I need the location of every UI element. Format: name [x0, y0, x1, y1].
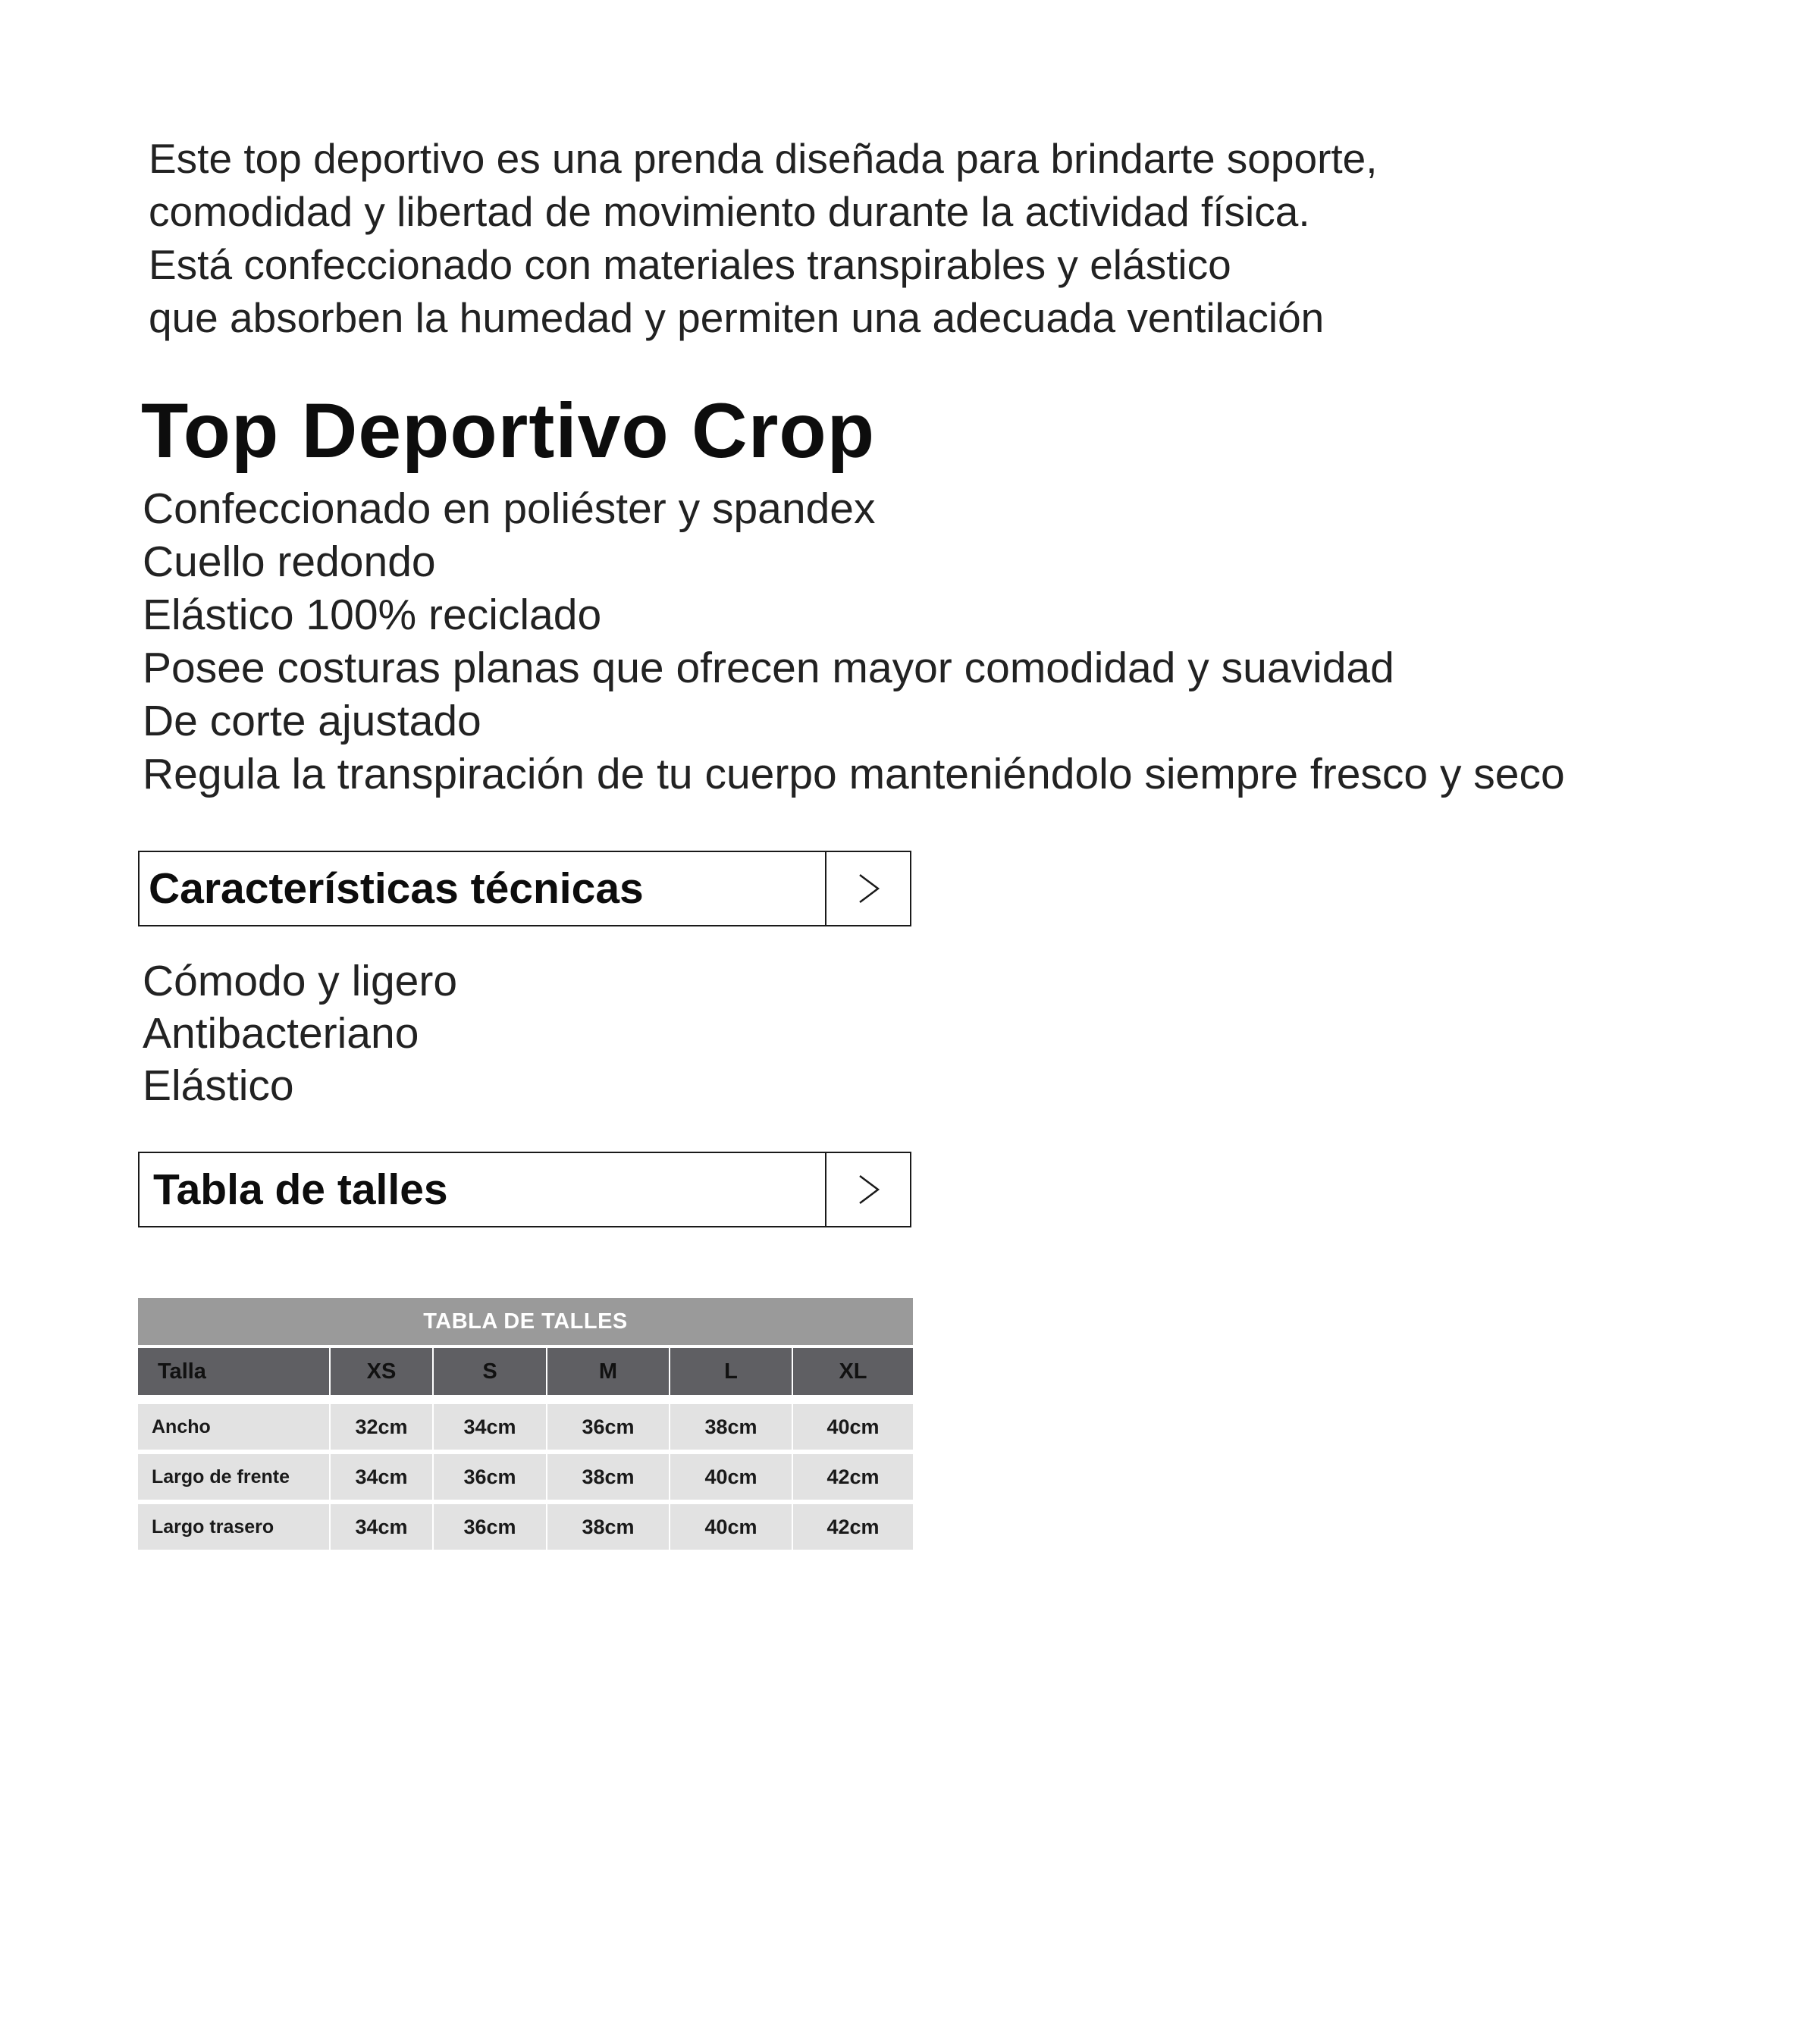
table-cell: 38cm [669, 1404, 792, 1450]
table-cell: 40cm [669, 1454, 792, 1500]
header-cell: XL [792, 1348, 913, 1395]
table-row [138, 1504, 913, 1550]
size-table-title: TABLA DE TALLES [138, 1298, 913, 1345]
feature-item: Cuello redondo [143, 538, 436, 586]
chevron-right-icon [852, 1173, 886, 1206]
feature-item: Elástico 100% reciclado [143, 591, 602, 639]
intro-paragraph [149, 132, 1665, 344]
table-cell: 36cm [546, 1404, 669, 1450]
table-cell: 40cm [792, 1404, 913, 1450]
table-cell: 34cm [329, 1454, 432, 1500]
header-cell: L [669, 1348, 792, 1395]
tech-specs-label: Características técnicas [149, 864, 644, 913]
row-label: Largo trasero [152, 1516, 274, 1538]
table-row [138, 1404, 913, 1450]
table-cell: 36cm [432, 1454, 546, 1500]
feature-item: Posee costuras planas que ofrecen mayor comodidad y suavidad [143, 644, 1394, 692]
row-label: Ancho [152, 1415, 211, 1437]
tech-spec-item: Elástico [143, 1061, 294, 1110]
header-cell: XS [329, 1348, 432, 1395]
table-cell: 38cm [546, 1504, 669, 1550]
table-cell: 40cm [669, 1504, 792, 1550]
table-cell: 34cm [329, 1504, 432, 1550]
feature-item: Confeccionado en poliéster y spandex [143, 484, 876, 533]
size-chart-label: Tabla de talles [153, 1165, 448, 1214]
table-row [138, 1454, 913, 1500]
table-cell: 34cm [432, 1404, 546, 1450]
header-cell: M [546, 1348, 669, 1395]
intro-line: comodidad y libertad de movimiento durante la actividad física. [149, 188, 1310, 235]
table-cell: 42cm [792, 1504, 913, 1550]
intro-line: Está confeccionado con materiales transpirables y elástico [149, 241, 1231, 288]
feature-item: De corte ajustado [143, 697, 481, 745]
row-label: Largo de frente [152, 1466, 290, 1488]
size-chart-accordion[interactable] [138, 1152, 911, 1227]
header-cell: S [432, 1348, 546, 1395]
tech-spec-item: Antibacteriano [143, 1009, 419, 1058]
tech-specs-list [143, 955, 901, 1112]
intro-line: Este top deportivo es una prenda diseñada para brindarte soporte, [149, 135, 1378, 182]
table-cell: 42cm [792, 1454, 913, 1500]
tech-spec-item: Cómodo y ligero [143, 957, 458, 1005]
feature-item: Regula la transpiración de tu cuerpo manteniéndolo siempre fresco y seco [143, 750, 1565, 798]
tech-specs-accordion[interactable] [138, 851, 911, 926]
chevron-right-icon [852, 872, 886, 905]
feature-list [143, 482, 1773, 801]
table-cell: 38cm [546, 1454, 669, 1500]
size-table [138, 1298, 913, 1550]
table-cell: 32cm [329, 1404, 432, 1450]
product-title: Top Deportivo Crop [141, 387, 876, 474]
size-table-header [138, 1348, 913, 1395]
intro-line: que absorben la humedad y permiten una adecuada ventilación [149, 294, 1325, 341]
header-cell: Talla [158, 1359, 206, 1384]
tech-specs-toggle[interactable] [825, 852, 910, 925]
table-cell: 36cm [432, 1504, 546, 1550]
size-chart-toggle[interactable] [825, 1153, 910, 1226]
